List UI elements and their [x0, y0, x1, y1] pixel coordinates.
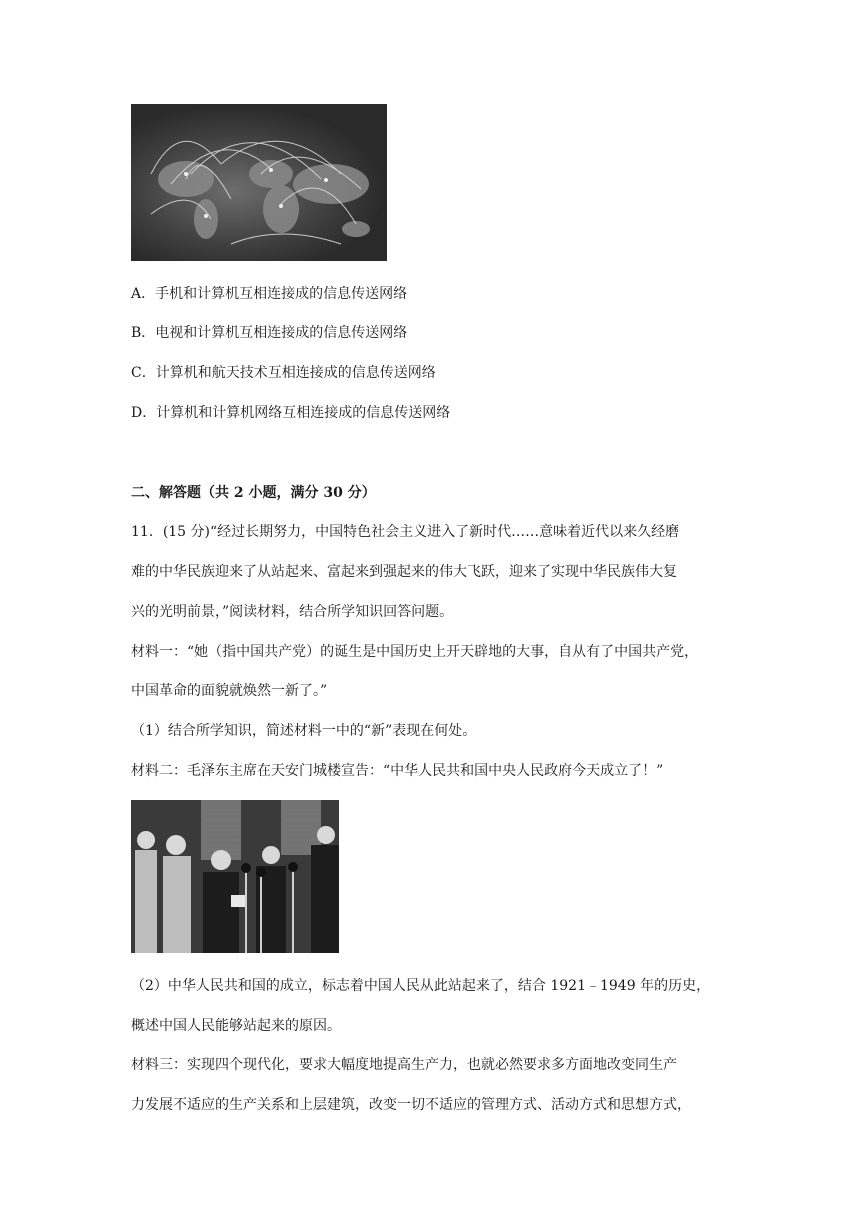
founding-ceremony-photo [131, 800, 339, 953]
sub-question-2-line-2: 概述中国人民能够站起来的原因。 [131, 1018, 341, 1034]
option-a: A．手机和计算机互相连接成的信息传送网络 [131, 286, 408, 302]
material-3-line-2: 力发展不适应的生产关系和上层建筑，改变一切不适应的管理方式、活动方式和思想方式， [131, 1097, 691, 1113]
world-network-photo [131, 104, 387, 261]
option-c: C．计算机和航天技术互相连接成的信息传送网络 [131, 365, 436, 381]
question-11-line-2: 难的中华民族迎来了从站起来、富起来到强起来的伟大飞跃，迎来了实现中华民族伟大复 [131, 564, 677, 580]
option-d: D．计算机和计算机网络互相连接成的信息传送网络 [131, 405, 451, 421]
ceremony-figures-graphic [131, 800, 339, 953]
section-heading: 二、解答题（共 2 小题，满分 30 分） [131, 485, 376, 501]
material-1-line-2: 中国革命的面貌就焕然一新了。” [131, 683, 328, 699]
material-1-line-1: 材料一：“她（指中国共产党）的诞生是中国历史上开天辟地的大事，自从有了中国共产党， [131, 644, 699, 660]
question-11-line-3: 兴的光明前景，”阅读材料，结合所学知识回答问题。 [131, 604, 454, 620]
question-11-line-1: 11．(15 分)“经过长期努力，中国特色社会主义进入了新时代……意味着近代以来久经磨 [131, 524, 680, 540]
world-map-arcs-graphic [131, 104, 387, 261]
material-2: 材料二：毛泽东主席在天安门城楼宣告：“中华人民共和国中央人民政府今天成立了！” [131, 763, 664, 779]
material-3-line-1: 材料三：实现四个现代化，要求大幅度地提高生产力，也就必然要求多方面地改变同生产 [131, 1057, 677, 1073]
sub-question-1: （1）结合所学知识，简述材料一中的“新”表现在何处。 [131, 723, 477, 739]
option-b: B．电视和计算机互相连接成的信息传送网络 [131, 325, 408, 341]
sub-question-2-line-1: （2）中华人民共和国的成立，标志着中国人民从此站起来了，结合 1921﹣1949 年的历史， [131, 978, 711, 994]
